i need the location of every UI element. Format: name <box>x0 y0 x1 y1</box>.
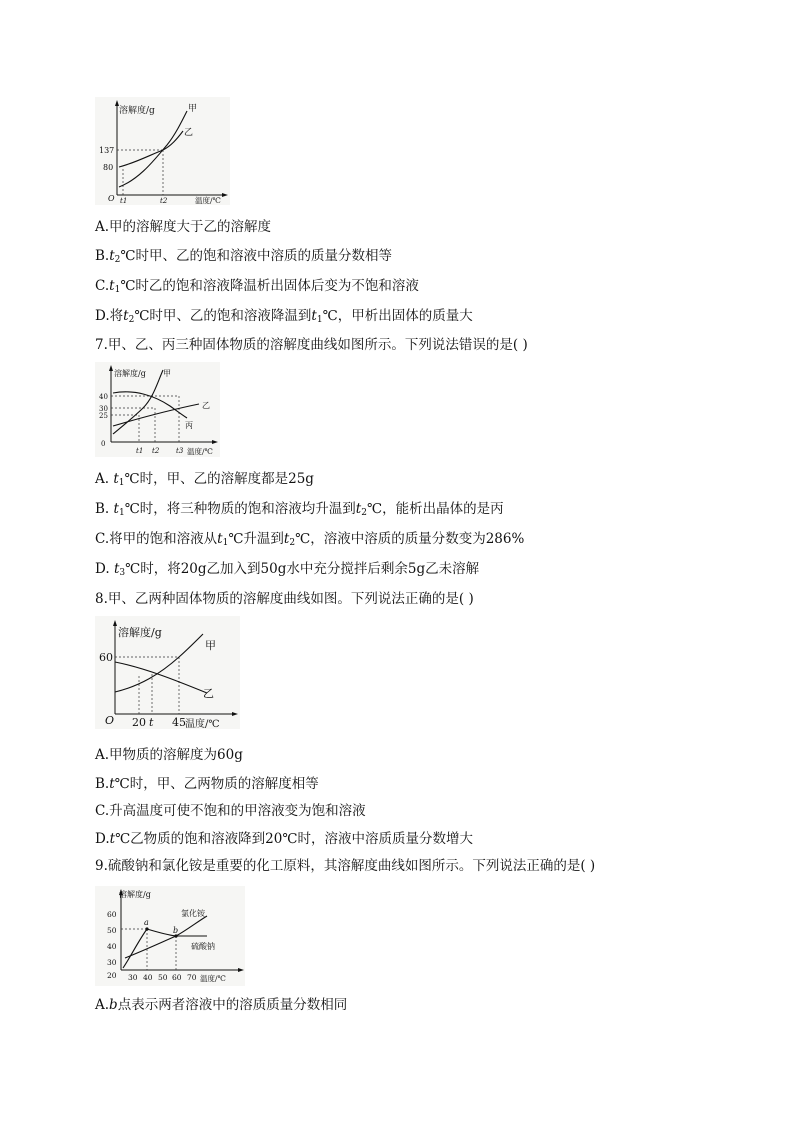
q9-ytick-60: 60 <box>107 910 117 919</box>
q7-ylabel: 溶解度/g <box>114 369 146 378</box>
q7-label-yi: 乙 <box>202 401 210 410</box>
q8-ylabel: 溶解度/g <box>118 626 162 639</box>
q7-ytick-40: 40 <box>99 393 108 401</box>
q7-option-d: D. $t_3℃$时，将20g乙加入到50g水中充分搅拌后剩余5g乙未溶解 <box>95 561 480 578</box>
q6-option-d: D.将$t_2℃$时甲、乙的饱和溶液降温到$t_1℃$，甲析出固体的质量大 <box>95 308 473 325</box>
q9-ytick-50: 50 <box>107 926 117 935</box>
q6-ylabel: 溶解度/g <box>119 106 155 116</box>
q9-ylabel: 溶解度/g <box>119 890 151 899</box>
q7-origin: 0 <box>101 440 106 448</box>
q7-curve-jia <box>113 370 163 434</box>
q8-option-c: C.升高温度可使不饱和的甲溶液变为饱和溶液 <box>95 803 366 819</box>
q8-curve-jia <box>115 634 203 692</box>
q8-ytick-60: 60 <box>99 651 113 664</box>
q7-xtick-t1: t1 <box>136 447 144 455</box>
figure-q7 <box>95 362 220 457</box>
q9-ytick-20: 20 <box>107 971 117 980</box>
q7-xtick-t2: t2 <box>152 447 160 455</box>
q6-xtick-t2: t2 <box>160 197 168 205</box>
q8-option-d: D.t℃乙物质的饱和溶液降到20℃时，溶液中溶质质量分数增大 <box>95 831 473 847</box>
q8-label-jia: 甲 <box>205 639 216 652</box>
q6-origin: O <box>108 194 115 203</box>
q6-xlabel: 温度/℃ <box>195 196 221 205</box>
q7-option-b: B. $t_1℃$时，将三种物质的饱和溶液均升温到$t_2℃$，能析出晶体的是丙 <box>95 501 504 518</box>
q8-stem: 8.甲、乙两种固体物质的溶解度曲线如图。下列说法正确的是( ) <box>95 591 474 607</box>
q9-point-b: b <box>173 926 179 935</box>
q7-option-c: C.将甲的饱和溶液从$t_1℃$升温到$t_2℃$，溶液中溶质的质量分数变为286% <box>95 531 525 548</box>
q7-option-a: A. $t_1℃$时，甲、乙的溶解度都是25g <box>95 471 314 488</box>
q9-xtick-60: 60 <box>172 973 182 982</box>
figure-q6 <box>95 97 230 205</box>
q9-xtick-50: 50 <box>158 973 168 982</box>
q9-stem: 9.硫酸钠和氯化铵是重要的化工原料，其溶解度曲线如图所示。下列说法正确的是( ) <box>95 858 596 874</box>
q7-ytick-25: 25 <box>99 412 108 420</box>
q6-xtick-t1: t1 <box>120 197 128 205</box>
q8-xtick-t: t <box>149 716 154 729</box>
q9-label-sodium-sulfate: 硫酸钠 <box>191 942 215 951</box>
q6-ytick-137: 137 <box>99 146 115 155</box>
q7-label-jia: 甲 <box>163 369 171 378</box>
q9-xtick-70: 70 <box>187 973 197 982</box>
q9-ytick-40: 40 <box>107 942 117 951</box>
q6-curve-jia <box>119 111 187 187</box>
q9-xtick-40: 40 <box>143 973 153 982</box>
q9-solubility-chart <box>95 886 245 986</box>
q8-xtick-45: 45 <box>172 716 186 729</box>
q9-curve-ammonium-chloride <box>125 916 207 958</box>
q8-option-b: B.t℃时，甲、乙两物质的溶解度相等 <box>95 776 319 792</box>
q8-label-yi: 乙 <box>203 687 214 700</box>
q8-xlabel: 温度/℃ <box>185 719 220 729</box>
q6-option-c: $C.t_1℃$时乙的饱和溶液降温析出固体后变为不饱和溶液 <box>95 278 419 295</box>
figure-q9 <box>95 886 245 986</box>
q9-xtick-30: 30 <box>128 973 138 982</box>
q7-ytick-30: 30 <box>99 405 108 413</box>
q6-option-a: A.甲的溶解度大于乙的溶解度 <box>95 219 272 235</box>
q7-stem: 7.甲、乙、丙三种固体物质的溶解度曲线如图所示。下列说法错误的是( ) <box>95 337 528 353</box>
q7-solubility-chart <box>95 362 220 457</box>
q8-xtick-20: 20 <box>132 716 146 729</box>
q6-solubility-chart <box>95 97 230 205</box>
q7-xlabel: 温度/℃ <box>187 447 213 456</box>
q9-option-a: A.b点表示两者溶液中的溶质质量分数相同 <box>95 997 348 1013</box>
q9-ytick-30: 30 <box>107 958 117 967</box>
q6-option-b: $B.t_2℃$时甲、乙的饱和溶液中溶质的质量分数相等 <box>95 248 392 265</box>
q9-point-a: a <box>144 918 149 927</box>
q6-label-yi: 乙 <box>184 128 194 138</box>
figure-q8 <box>95 616 240 729</box>
q8-solubility-chart <box>95 616 240 729</box>
q7-xtick-t3: t3 <box>176 447 184 455</box>
q9-label-ammonium-chloride: 氯化铵 <box>181 909 205 918</box>
q8-option-a: A.甲物质的溶解度为60g <box>95 747 243 763</box>
q7-label-bing: 丙 <box>185 421 193 430</box>
q6-label-jia: 甲 <box>188 104 198 114</box>
q6-ytick-80: 80 <box>103 163 114 172</box>
q8-origin: O <box>105 714 115 727</box>
q9-xlabel: 温度/℃ <box>200 974 226 983</box>
